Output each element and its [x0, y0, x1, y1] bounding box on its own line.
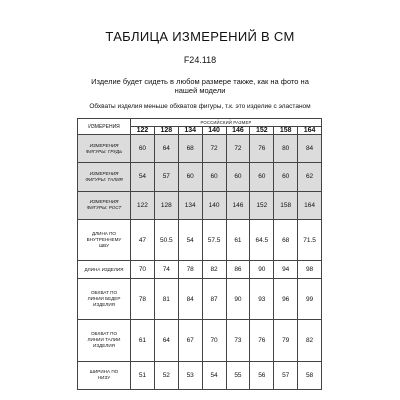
- elastane-note: Обхваты изделия меньше обхватов фигуры, т.к. это изделие с эластаном: [89, 103, 311, 110]
- table-cell: 158: [274, 191, 298, 219]
- table-cell: 60: [178, 163, 202, 191]
- table-cell: 50.5: [154, 219, 178, 260]
- table-cell: 57: [274, 361, 298, 389]
- table-cell: 57.5: [202, 219, 226, 260]
- row-label: [78, 163, 131, 191]
- table-cell: 152: [250, 191, 274, 219]
- row-label-line: ИЗМЕРЕНИЯ: [89, 170, 119, 176]
- table-cell: 70: [202, 320, 226, 361]
- table-cell: 58: [298, 361, 322, 389]
- size-header: 140: [202, 127, 226, 135]
- table-cell: 86: [226, 261, 250, 278]
- size-header: 158: [274, 127, 298, 135]
- row-label: [78, 219, 131, 260]
- table-row: [78, 261, 322, 278]
- table-cell: 79: [274, 320, 298, 361]
- row-label-line: ЛИНИИ ТАЛИИ: [87, 337, 121, 343]
- table-cell: 81: [154, 278, 178, 319]
- table-row: [78, 278, 322, 319]
- row-label-line: ШВУ: [98, 243, 110, 249]
- table-cell: 96: [274, 278, 298, 319]
- table-cell: 84: [298, 135, 322, 163]
- table-cell: 76: [250, 320, 274, 361]
- table-cell: 94: [274, 261, 298, 278]
- fit-note: [60, 77, 340, 95]
- size-header: 164: [298, 127, 322, 135]
- table-cell: 54: [202, 361, 226, 389]
- table-row: [78, 320, 322, 361]
- table-cell: 53: [178, 361, 202, 389]
- table-cell: 60: [202, 163, 226, 191]
- table-cell: 60: [250, 163, 274, 191]
- size-table: [77, 118, 322, 390]
- table-cell: 134: [178, 191, 202, 219]
- row-label: [78, 278, 131, 319]
- size-header: 134: [178, 127, 202, 135]
- row-label: [78, 135, 131, 163]
- table-cell: 61: [131, 320, 155, 361]
- row-label-line: ИЗДЕЛИЯ: [93, 302, 115, 308]
- table-cell: 87: [202, 278, 226, 319]
- table-cell: 54: [178, 219, 202, 260]
- table-row: [78, 163, 322, 191]
- table-cell: 64.5: [250, 219, 274, 260]
- row-label-line: ФИГУРЫ: ГРУДЬ: [85, 148, 123, 154]
- row-label-line: ВНУТРЕННЕМУ: [86, 237, 122, 243]
- row-label-line: ЛИНИИ БЕДЕР: [87, 296, 121, 302]
- table-row: [78, 135, 322, 163]
- table-cell: 61: [226, 219, 250, 260]
- table-cell: 74: [154, 261, 178, 278]
- table-cell: 70: [131, 261, 155, 278]
- table-cell: 82: [298, 320, 322, 361]
- table-cell: 71.5: [298, 219, 322, 260]
- table-cell: 62: [298, 163, 322, 191]
- row-label-line: ДЛИНА ИЗДЕЛИЯ: [84, 266, 124, 272]
- table-cell: 82: [202, 261, 226, 278]
- size-group-header: РОССИЙСКИЙ РАЗМЕР: [131, 119, 322, 127]
- table-cell: 78: [131, 278, 155, 319]
- row-label-line: ДЛИНА ПО: [92, 231, 116, 237]
- table-cell: 90: [226, 278, 250, 319]
- row-label-line: ИЗДЕЛИЯ: [93, 343, 115, 349]
- table-cell: 60: [131, 135, 155, 163]
- table-cell: 140: [202, 191, 226, 219]
- table-row: [78, 361, 322, 389]
- row-label-line: ФИГУРЫ: ТАЛИЯ: [85, 176, 123, 182]
- row-label-line: ОБХВАТ ПО: [90, 290, 118, 296]
- table-cell: 146: [226, 191, 250, 219]
- table-cell: 84: [178, 278, 202, 319]
- row-label: [78, 191, 131, 219]
- table-cell: 72: [202, 135, 226, 163]
- fit-note-line-1: Изделие будет сидеть в любом размере также, как на фото на: [91, 77, 309, 86]
- table-cell: 60: [274, 163, 298, 191]
- table-cell: 78: [178, 261, 202, 278]
- table-cell: 128: [154, 191, 178, 219]
- table-cell: 64: [154, 320, 178, 361]
- table-cell: 60: [226, 163, 250, 191]
- row-label-line: ОБХВАТ ПО: [90, 331, 118, 337]
- table-cell: 55: [226, 361, 250, 389]
- table-cell: 57: [154, 163, 178, 191]
- table-cell: 90: [250, 261, 274, 278]
- table-cell: 164: [298, 191, 322, 219]
- table-cell: 68: [178, 135, 202, 163]
- corner-label: ИЗМЕРЕНИЯ: [78, 119, 131, 135]
- table-cell: 64: [154, 135, 178, 163]
- row-label-line: ШИРИНА ПО: [89, 369, 119, 375]
- table-cell: 93: [250, 278, 274, 319]
- size-header: 146: [226, 127, 250, 135]
- table-cell: 76: [250, 135, 274, 163]
- table-cell: 73: [226, 320, 250, 361]
- row-label-line: НИЗУ: [97, 375, 111, 381]
- article-number: F24.118: [183, 55, 217, 65]
- table-cell: 51: [131, 361, 155, 389]
- page-title: ТАБЛИЦА ИЗМЕРЕНИЙ В СМ: [105, 29, 295, 44]
- table-cell: 54: [131, 163, 155, 191]
- table-cell: 80: [274, 135, 298, 163]
- table-cell: 56: [250, 361, 274, 389]
- table-cell: 98: [298, 261, 322, 278]
- table-cell: 52: [154, 361, 178, 389]
- table-cell: 67: [178, 320, 202, 361]
- row-label: [78, 361, 131, 389]
- table-cell: 68: [274, 219, 298, 260]
- size-header: 128: [154, 127, 178, 135]
- table-cell: 47: [131, 219, 155, 260]
- row-label: [78, 320, 131, 361]
- table-cell: 99: [298, 278, 322, 319]
- size-header: 122: [131, 127, 155, 135]
- table-cell: 72: [226, 135, 250, 163]
- row-label: [78, 261, 131, 278]
- table-cell: 122: [131, 191, 155, 219]
- table-row: [78, 219, 322, 260]
- row-label-line: ИЗМЕРЕНИЯ: [89, 142, 119, 148]
- size-header: 152: [250, 127, 274, 135]
- fit-note-line-2: нашей модели: [174, 86, 226, 95]
- table-row: [78, 191, 322, 219]
- row-label-line: ФИГУРЫ: РОСТ: [86, 205, 122, 211]
- row-label-line: ИЗМЕРЕНИЯ: [89, 199, 119, 205]
